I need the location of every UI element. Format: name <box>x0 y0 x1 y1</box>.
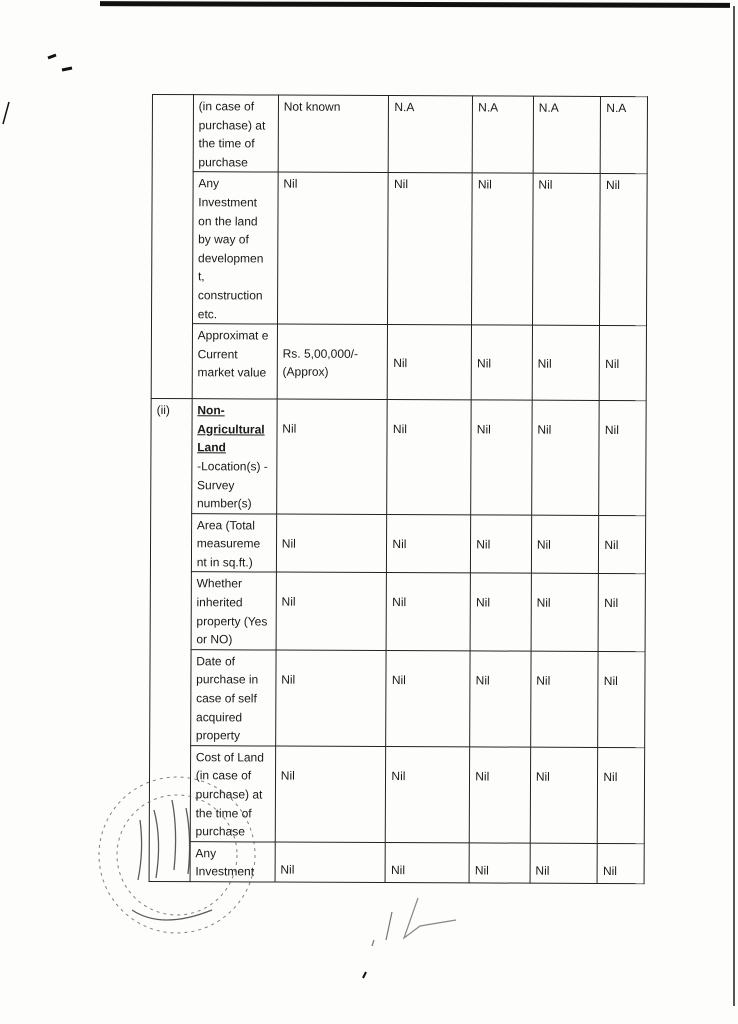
value-cell: Nil <box>599 401 646 516</box>
row-label: Approximat e Current market value <box>192 324 277 399</box>
value-cell: Nil <box>531 400 599 515</box>
value-cell: Nil <box>530 843 598 883</box>
row-label: (in case of purchase) at the time of purchase <box>193 95 278 173</box>
value-cell: Nil <box>598 574 645 652</box>
row-label-detail: -Location(s) -Survey number(s) <box>196 459 268 511</box>
value-cell: Not known <box>278 95 389 173</box>
value-cell: Nil <box>275 842 386 883</box>
value-cell: Nil <box>471 515 532 574</box>
value-cell: Nil <box>386 746 470 842</box>
table-row <box>150 649 645 747</box>
row-label: Any Investment on the land by way of developmen t, construction etc. <box>192 172 278 324</box>
value-cell: Nil <box>599 515 646 574</box>
value-cell: Nil <box>275 650 386 746</box>
row-label: Cost of Land (in case of purchase) at the time of purchase <box>190 745 275 841</box>
section-cell <box>151 95 193 399</box>
table-row <box>150 572 645 652</box>
margin-tick <box>0 100 12 130</box>
table-row <box>152 95 647 175</box>
value-cell: Nil <box>469 747 530 843</box>
page-edge <box>733 6 735 1006</box>
value-cell: Nil <box>600 174 647 326</box>
value-cell: Nil <box>530 651 598 747</box>
signature-scribble <box>360 890 470 980</box>
row-label: Area (Total measureme nt in sq.ft.) <box>191 513 276 572</box>
value-cell: Nil <box>275 746 386 842</box>
value-cell: Nil <box>470 651 531 747</box>
value-cell: Nil <box>469 843 530 883</box>
value-cell: Nil <box>471 400 532 515</box>
value-cell: Nil <box>277 172 388 324</box>
value-cell: Nil <box>597 843 644 883</box>
value-cell: Nil <box>386 573 470 651</box>
value-cell: Nil <box>530 747 598 843</box>
value-cell: Nil <box>385 842 469 883</box>
value-cell: Nil <box>387 400 471 515</box>
value-cell: Nil <box>598 651 645 747</box>
table-row <box>151 324 646 401</box>
value-cell: Nil <box>388 325 472 400</box>
value-cell: Nil <box>600 326 647 401</box>
value-cell: Nil <box>471 325 532 400</box>
value-cell: Nil <box>532 174 600 326</box>
row-label-title: Non- Agricultural Land <box>197 403 265 455</box>
value-cell: N.A <box>472 96 533 174</box>
value-cell: N.A <box>601 96 648 174</box>
value-cell: Nil <box>532 325 600 400</box>
table-row <box>150 513 645 574</box>
value-cell: Nil <box>472 173 533 325</box>
value-cell: Nil <box>387 514 471 573</box>
value-cell: Rs. 5,00,000/- (Approx) <box>277 324 388 399</box>
table-row <box>151 399 646 516</box>
margin-marks <box>40 50 80 80</box>
table-row <box>151 172 647 326</box>
value-cell: N.A <box>533 96 601 174</box>
row-label: Any Investment <box>190 841 275 882</box>
official-seal-stamp <box>92 760 262 960</box>
section-number: (ii) <box>149 399 192 882</box>
value-cell: Nil <box>470 573 531 651</box>
top-border-rule <box>100 1 730 8</box>
value-cell: Nil <box>386 650 470 746</box>
value-cell: Nil <box>276 514 387 573</box>
value-cell: Nil <box>276 399 387 514</box>
value-cell: Nil <box>276 573 387 651</box>
value-cell: Nil <box>531 574 599 652</box>
row-label <box>191 399 277 514</box>
value-cell: Nil <box>388 173 473 325</box>
row-label: Whether inherited property (Yes or NO) <box>191 572 276 650</box>
row-label: Date of purchase in case of self acquired property <box>190 650 275 746</box>
value-cell: Nil <box>598 747 645 843</box>
value-cell: N.A <box>389 96 473 174</box>
value-cell: Nil <box>531 515 599 574</box>
